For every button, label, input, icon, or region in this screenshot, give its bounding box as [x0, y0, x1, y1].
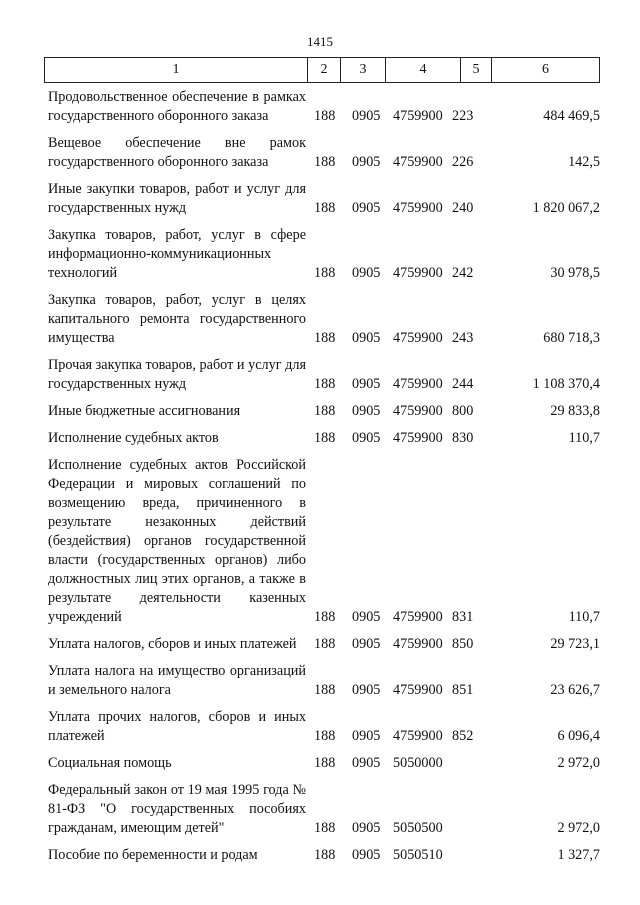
row-ministry-code: 188: [314, 609, 336, 625]
row-description: Исполнение судебных актов Российской Федерации и мировых соглашений по возмещению вреда, причиненного в результате незаконных действий (бездействия) органов государственной власти (государственных органов) либо должностных лиц этих органов, а также в результате деятельности казенных учреждений: [48, 457, 306, 625]
row-expense-type-code: 800: [452, 403, 474, 419]
row-description: Социальная помощь: [48, 755, 172, 771]
row-ministry-code: 188: [314, 636, 336, 652]
row-description: Иные закупки товаров, работ и услуг для государственных нужд: [48, 181, 306, 216]
row-section-code: 0905: [352, 430, 381, 446]
row-amount: 680 718,3: [543, 330, 600, 346]
table-row: [0, 88, 640, 126]
table-row: [0, 429, 640, 448]
table-row: [0, 635, 640, 654]
row-target-code: 5050500: [393, 820, 443, 836]
row-expense-type-code: 242: [452, 265, 474, 281]
table-row: [0, 226, 640, 283]
row-section-code: 0905: [352, 728, 381, 744]
row-ministry-code: 188: [314, 403, 336, 419]
row-amount: 30 978,5: [550, 265, 600, 281]
row-amount: 110,7: [568, 609, 600, 625]
row-amount: 29 723,1: [550, 636, 600, 652]
row-section-code: 0905: [352, 682, 381, 698]
row-target-code: 5050000: [393, 755, 443, 771]
row-ministry-code: 188: [314, 820, 336, 836]
row-amount: 2 972,0: [557, 755, 600, 771]
row-target-code: 5050510: [393, 847, 443, 863]
row-section-code: 0905: [352, 376, 381, 392]
row-ministry-code: 188: [314, 154, 336, 170]
row-amount: 6 096,4: [557, 728, 600, 744]
table-row: [0, 846, 640, 865]
row-description: Уплата налога на имущество организаций и земельного налога: [48, 663, 306, 698]
page-number: 1415: [307, 34, 333, 49]
row-amount: 484 469,5: [543, 108, 600, 124]
row-expense-type-code: 851: [452, 682, 474, 698]
row-target-code: 4759900: [393, 330, 443, 346]
row-ministry-code: 188: [314, 430, 336, 446]
table-row: [0, 402, 640, 421]
row-section-code: 0905: [352, 609, 381, 625]
row-ministry-code: 188: [314, 330, 336, 346]
table-row: [0, 662, 640, 700]
table-row: [0, 180, 640, 218]
column-header-row: [45, 58, 600, 83]
row-target-code: 4759900: [393, 200, 443, 216]
row-amount: 110,7: [568, 430, 600, 446]
row-expense-type-code: 243: [452, 330, 474, 346]
row-amount: 29 833,8: [550, 403, 600, 419]
row-amount: 1 820 067,2: [532, 200, 600, 216]
column-header-5: 5: [461, 58, 492, 83]
row-section-code: 0905: [352, 755, 381, 771]
row-expense-type-code: 852: [452, 728, 474, 744]
row-description: Прочая закупка товаров, работ и услуг для государственных нужд: [48, 357, 306, 392]
row-target-code: 4759900: [393, 265, 443, 281]
row-description: Пособие по беременности и родам: [48, 847, 258, 863]
row-section-code: 0905: [352, 265, 381, 281]
row-description: Иные бюджетные ассигнования: [48, 403, 241, 419]
row-section-code: 0905: [352, 847, 381, 863]
row-ministry-code: 188: [314, 682, 336, 698]
table-row: [0, 781, 640, 838]
table-row: [0, 708, 640, 746]
row-description: Закупка товаров, работ, услуг в целях капитального ремонта государственного имущества: [48, 292, 306, 346]
row-section-code: 0905: [352, 330, 381, 346]
column-header-1: 1: [45, 58, 308, 83]
row-description: Федеральный закон от 19 мая 1995 года № 81-ФЗ "О государственных пособиях гражданам, имеющим детей": [48, 782, 306, 836]
column-header-4: 4: [386, 58, 461, 83]
row-amount: 23 626,7: [550, 682, 600, 698]
table-row: [0, 291, 640, 348]
row-description: Продовольственное обеспечение в рамках государственного оборонного заказа: [48, 89, 306, 124]
row-amount: 2 972,0: [557, 820, 600, 836]
row-description: Уплата прочих налогов, сборов и иных платежей: [48, 709, 306, 744]
row-expense-type-code: 850: [452, 636, 474, 652]
row-section-code: 0905: [352, 820, 381, 836]
row-target-code: 4759900: [393, 108, 443, 124]
column-header-3: 3: [341, 58, 386, 83]
row-ministry-code: 188: [314, 108, 336, 124]
column-header-table: [44, 57, 600, 83]
row-ministry-code: 188: [314, 847, 336, 863]
row-target-code: 4759900: [393, 154, 443, 170]
row-ministry-code: 188: [314, 265, 336, 281]
row-ministry-code: 188: [314, 728, 336, 744]
row-section-code: 0905: [352, 200, 381, 216]
row-amount: 1 327,7: [557, 847, 600, 863]
row-ministry-code: 188: [314, 200, 336, 216]
column-header-6: 6: [492, 58, 600, 83]
row-section-code: 0905: [352, 636, 381, 652]
table-row: [0, 356, 640, 394]
row-ministry-code: 188: [314, 755, 336, 771]
row-expense-type-code: 830: [452, 430, 474, 446]
table-row: [0, 456, 640, 627]
row-target-code: 4759900: [393, 376, 443, 392]
column-header-2: 2: [308, 58, 341, 83]
table-row: [0, 134, 640, 172]
row-target-code: 4759900: [393, 728, 443, 744]
row-description: Исполнение судебных актов: [48, 430, 219, 446]
row-section-code: 0905: [352, 154, 381, 170]
row-expense-type-code: 223: [452, 108, 474, 124]
row-target-code: 4759900: [393, 403, 443, 419]
row-amount: 142,5: [568, 154, 600, 170]
row-target-code: 4759900: [393, 430, 443, 446]
row-description: Вещевое обеспечение вне рамок государственного оборонного заказа: [48, 135, 306, 170]
row-expense-type-code: 240: [452, 200, 474, 216]
row-amount: 1 108 370,4: [532, 376, 600, 392]
row-expense-type-code: 831: [452, 609, 474, 625]
row-section-code: 0905: [352, 403, 381, 419]
row-description: Закупка товаров, работ, услуг в сфере информационно-коммуникационных технологий: [48, 227, 306, 281]
row-target-code: 4759900: [393, 682, 443, 698]
row-description: Уплата налогов, сборов и иных платежей: [48, 636, 297, 652]
table-row: [0, 754, 640, 773]
row-section-code: 0905: [352, 108, 381, 124]
row-expense-type-code: 244: [452, 376, 474, 392]
row-ministry-code: 188: [314, 376, 336, 392]
budget-rows: [0, 88, 640, 873]
row-expense-type-code: 226: [452, 154, 474, 170]
row-target-code: 4759900: [393, 636, 443, 652]
row-target-code: 4759900: [393, 609, 443, 625]
